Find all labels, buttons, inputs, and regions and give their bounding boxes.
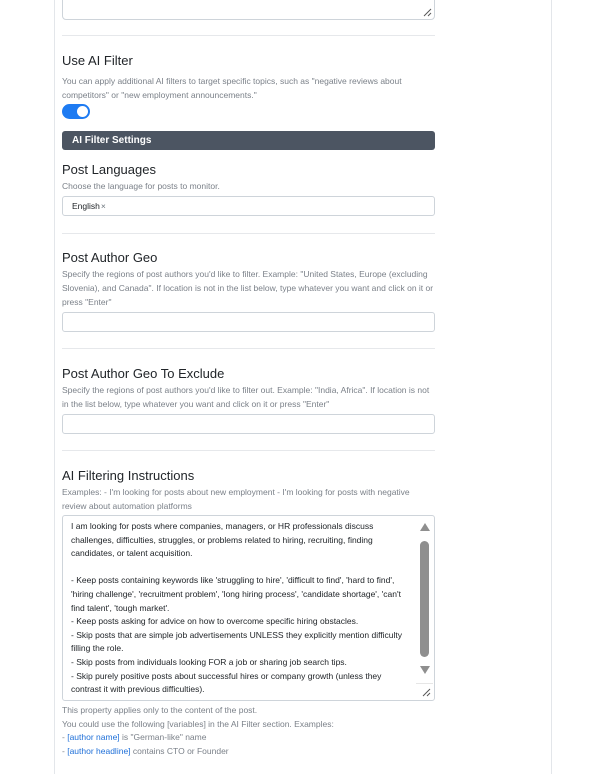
scroll-thumb[interactable] bbox=[420, 541, 429, 657]
divider bbox=[62, 450, 435, 451]
ai-filter-title: Use AI Filter bbox=[62, 53, 133, 68]
example-prefix: - bbox=[62, 746, 68, 756]
divider bbox=[62, 35, 435, 36]
author-geo-exclude-help: Specify the regions of post authors you'd like to filter out. Example: "India, Africa". If location is not in the list below, type whatever you want and click on it or press "Enter" bbox=[62, 385, 430, 409]
example-suffix: contains CTO or Founder bbox=[130, 746, 229, 756]
author-geo-help: Specify the regions of post authors you'd like to filter. Example: "United States, Europe (excluding Slovenia), and Canada". If location is not in the list below, type whatever you want and click on it or press "Enter" bbox=[62, 269, 434, 307]
variable-link-author-name[interactable]: [author name] bbox=[67, 732, 120, 742]
divider bbox=[62, 348, 435, 349]
resize-grip-icon[interactable] bbox=[421, 687, 431, 697]
example-suffix: is "German-like" name bbox=[119, 732, 207, 742]
resize-grip-icon[interactable] bbox=[422, 7, 432, 17]
instructions-text: I am looking for posts where companies, managers, or HR professionals discuss challenges, difficulties, struggles, or problems related to hiring, recruiting, finding candidates, or talent acquisition. - Keep posts containing keywords like 'struggling to hire', 'difficult to find', 'hard to find', 'hiring challenge', 'recruitment problem', 'long hiring process', 'candidate shortage', 'can't find talent', 'tough market'. - Keep posts asking for advice on how to overcome specific hiring obstacles. - Skip posts that are simple job advertisements UNLESS they explicitly mention difficulty filling the role. - Skip posts from individuals looking FOR a job or sharing job search tips. - Skip purely positive posts about successful hires or company growth (unless they contrast it with previous difficulties). bbox=[71, 521, 403, 695]
post-languages-title: Post Languages bbox=[62, 162, 156, 177]
variables-note: You could use the following [variables] in the AI Filter section. Examples: bbox=[62, 719, 334, 729]
instructions-note: This property applies only to the content of the post. bbox=[62, 705, 258, 715]
divider bbox=[62, 233, 435, 234]
variable-example bbox=[62, 745, 229, 759]
post-languages-help: Choose the language for posts to monitor. bbox=[62, 181, 220, 191]
toggle-knob bbox=[77, 106, 88, 117]
post-languages-select[interactable] bbox=[62, 196, 435, 216]
resize-grip-area[interactable] bbox=[416, 683, 433, 699]
author-geo-title: Post Author Geo bbox=[62, 250, 158, 265]
instructions-textarea[interactable] bbox=[62, 515, 435, 701]
author-geo-exclude-title: Post Author Geo To Exclude bbox=[62, 366, 225, 381]
language-tag-label: English bbox=[72, 201, 100, 211]
ai-filter-description: You can apply additional AI filters to target specific topics, such as "negative reviews about competitors" or "new employment announcements." bbox=[62, 76, 402, 100]
scroll-down-icon[interactable] bbox=[419, 665, 431, 675]
scrollbar[interactable] bbox=[416, 517, 433, 685]
example-prefix: - bbox=[62, 732, 68, 742]
language-tag bbox=[69, 200, 109, 213]
author-geo-input[interactable] bbox=[62, 312, 435, 332]
ai-filter-settings-header: AI Filter Settings bbox=[62, 131, 435, 150]
author-geo-exclude-input[interactable] bbox=[62, 414, 435, 434]
scroll-up-icon[interactable] bbox=[419, 522, 431, 532]
variable-link-author-headline[interactable]: [author headline] bbox=[67, 746, 131, 756]
variable-example bbox=[62, 731, 206, 745]
instructions-help: Examples: - I'm looking for posts about new employment - I'm looking for posts with negative review about automation platforms bbox=[62, 487, 410, 511]
previous-textarea[interactable] bbox=[62, 0, 435, 20]
remove-tag-icon[interactable]: × bbox=[100, 201, 106, 211]
ai-filter-toggle[interactable] bbox=[62, 104, 90, 119]
instructions-title: AI Filtering Instructions bbox=[62, 468, 195, 483]
